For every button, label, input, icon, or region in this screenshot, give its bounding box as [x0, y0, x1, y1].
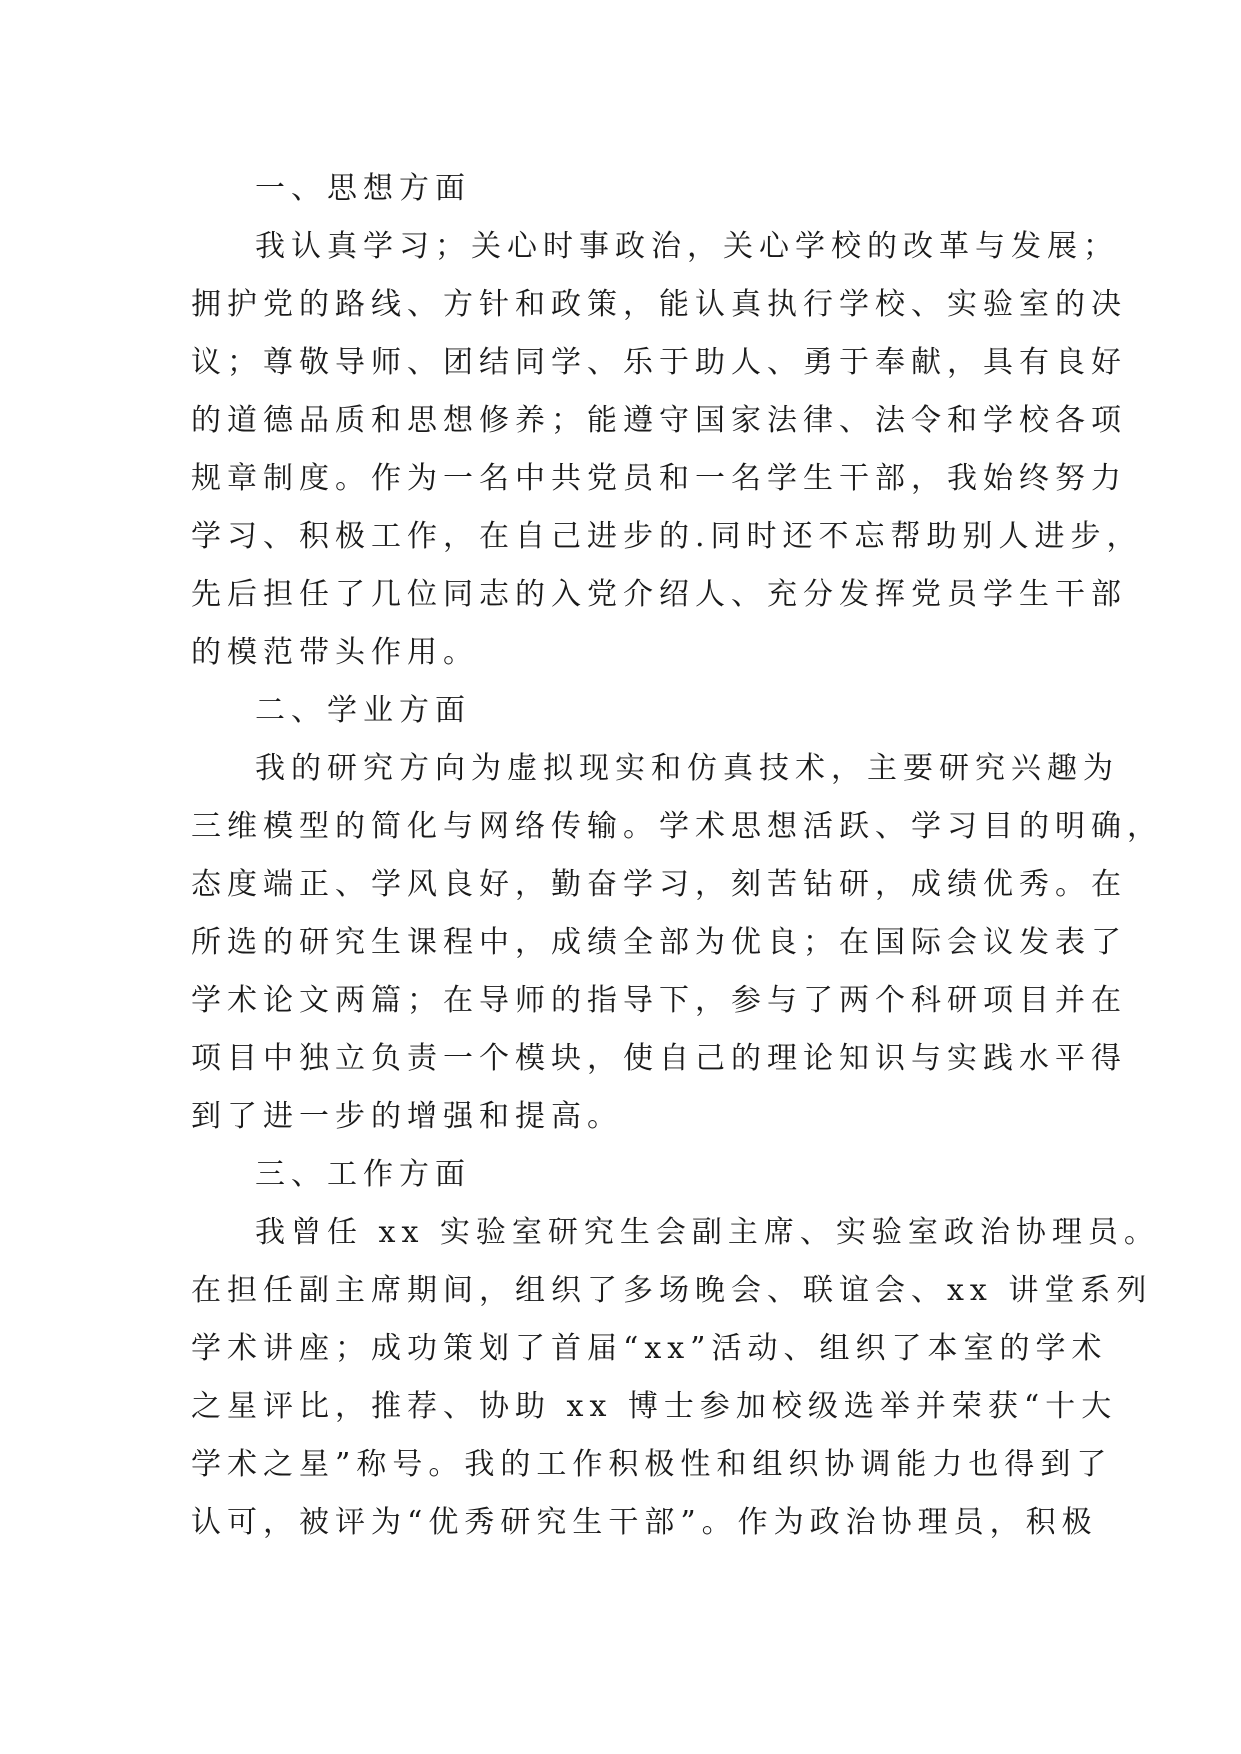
paragraph-line: 之星评比，推荐、协助 xx 博士参加校级选举并荣获“十大 [191, 1389, 1118, 1424]
section-heading: 一、思想方面 [255, 171, 471, 206]
paragraph-line: 三维模型的简化与网络传输。学术思想活跃、学习目的明确， [191, 809, 1163, 844]
paragraph-line: 在担任副主席期间，组织了多场晚会、联谊会、xx 讲堂系列 [191, 1273, 1153, 1308]
paragraph-line: 所选的研究生课程中，成绩全部为优良；在国际会议发表了 [191, 925, 1127, 960]
paragraph-line: 拥护党的路线、方针和政策，能认真执行学校、实验室的决 [191, 287, 1127, 322]
paragraph-line: 学术论文两篇；在导师的指导下，参与了两个科研项目并在 [191, 983, 1127, 1018]
section-heading: 三、工作方面 [255, 1157, 471, 1192]
paragraph-line: 我认真学习；关心时事政治，关心学校的改革与发展； [255, 229, 1119, 264]
paragraph-line: 学术讲座；成功策划了首届“xx”活动、组织了本室的学术 [191, 1331, 1108, 1366]
paragraph-line: 规章制度。作为一名中共党员和一名学生干部，我始终努力 [191, 461, 1127, 496]
paragraph-line: 项目中独立负责一个模块，使自己的理论知识与实践水平得 [191, 1041, 1127, 1076]
paragraph-line: 学术之星”称号。我的工作积极性和组织协调能力也得到了 [191, 1447, 1113, 1482]
section-heading: 二、学业方面 [255, 693, 471, 728]
paragraph-line: 议；尊敬导师、团结同学、乐于助人、勇于奉献，具有良好 [191, 345, 1127, 380]
paragraph-line: 先后担任了几位同志的入党介绍人、充分发挥党员学生干部 [191, 577, 1127, 612]
paragraph-line: 我曾任 xx 实验室研究生会副主席、实验室政治协理员。 [255, 1215, 1160, 1250]
paragraph-line: 到了进一步的增强和提高。 [191, 1099, 623, 1134]
paragraph-line: 认可，被评为“优秀研究生干部”。作为政治协理员，积极 [191, 1505, 1098, 1540]
paragraph-line: 我的研究方向为虚拟现实和仿真技术，主要研究兴趣为 [255, 751, 1119, 786]
paragraph-line: 的模范带头作用。 [191, 635, 479, 670]
paragraph-line: 态度端正、学风良好，勤奋学习，刻苦钻研，成绩优秀。在 [191, 867, 1127, 902]
paragraph-line: 学习、积极工作，在自己进步的.同时还不忘帮助别人进步， [191, 519, 1143, 554]
document-body [191, 160, 1163, 1552]
paragraph-line: 的道德品质和思想修养；能遵守国家法律、法令和学校各项 [191, 403, 1127, 438]
